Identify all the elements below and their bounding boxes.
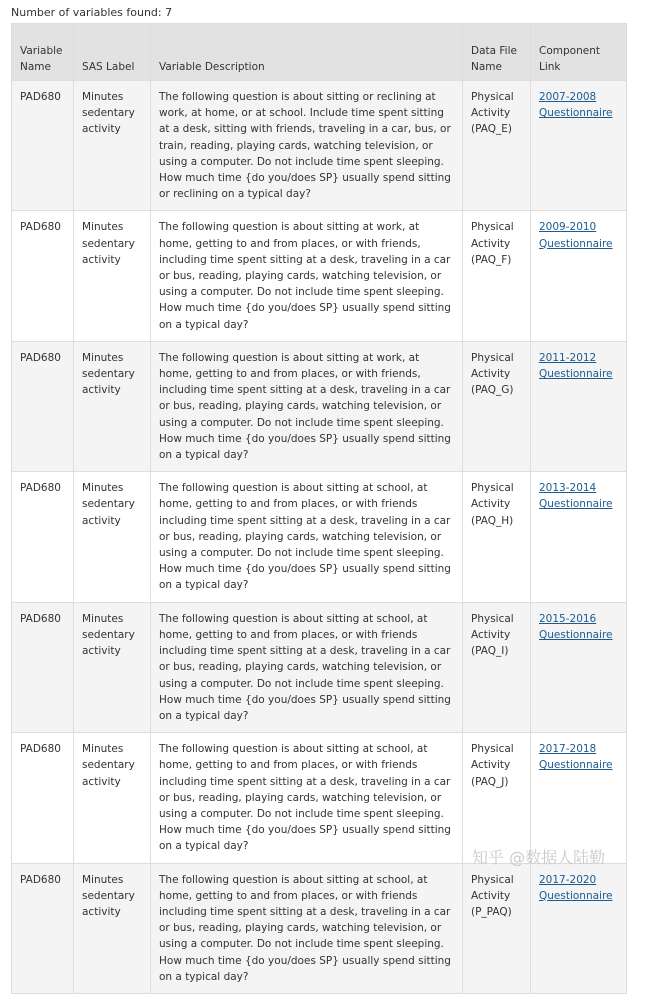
- component-link[interactable]: 2013-2014 Questionnaire: [539, 482, 613, 511]
- table-row: [12, 602, 627, 732]
- table-row: [12, 211, 627, 341]
- cell-variable-description: The following question is about sitting at work, at home, getting to and from places, or with friends, including time spent sitting at a desk, traveling in a car or bus, reading, playing cards, watching television, or using a computer. Do not include time spent sleeping. How much time {do you/does SP} usually spend sitting on a typical day?: [151, 211, 463, 341]
- cell-variable-name: PAD680: [12, 341, 74, 471]
- cell-variable-name: PAD680: [12, 211, 74, 341]
- results-count: Number of variables found: 7: [11, 6, 173, 19]
- cell-sas-label: Minutes sedentary activity: [74, 81, 151, 211]
- table-row: [12, 81, 627, 211]
- component-link[interactable]: 2015-2016 Questionnaire: [539, 612, 613, 641]
- cell-sas-label: Minutes sedentary activity: [74, 602, 151, 732]
- cell-variable-name: PAD680: [12, 863, 74, 993]
- header-sas-label: SAS Label: [74, 24, 151, 81]
- table-row: [12, 733, 627, 863]
- component-link[interactable]: 2009-2010 Questionnaire: [539, 221, 613, 250]
- cell-sas-label: Minutes sedentary activity: [74, 733, 151, 863]
- cell-component-link: [531, 733, 627, 863]
- header-data-file-name: Data File Name: [463, 24, 531, 81]
- cell-sas-label: Minutes sedentary activity: [74, 472, 151, 602]
- cell-variable-description: The following question is about sitting at school, at home, getting to and from places, or with friends including time spent sitting at a desk, traveling in a car or bus, reading, playing cards, watching television, or using a computer. Do not include time spent sleeping. How much time {do you/does SP} usually spend sitting on a typical day?: [151, 863, 463, 993]
- cell-variable-description: The following question is about sitting at school, at home, getting to and from places, or with friends including time spent sitting at a desk, traveling in a car or bus, reading, playing cards, watching television, or using a computer. Do not include time spent sleeping. How much time {do you/does SP} usually spend sitting on a typical day?: [151, 602, 463, 732]
- cell-variable-description: The following question is about sitting at school, at home, getting to and from places, or with friends including time spent sitting at a desk, traveling in a car or bus, reading, playing cards, watching television, or using a computer. Do not include time spent sleeping. How much time {do you/does SP} usually spend sitting on a typical day?: [151, 472, 463, 602]
- cell-data-file-name: Physical Activity (PAQ_F): [463, 211, 531, 341]
- component-link[interactable]: 2017-2020 Questionnaire: [539, 873, 613, 902]
- cell-data-file-name: Physical Activity (PAQ_J): [463, 733, 531, 863]
- cell-data-file-name: Physical Activity (PAQ_G): [463, 341, 531, 471]
- header-component-link: Component Link: [531, 24, 627, 81]
- cell-variable-name: PAD680: [12, 602, 74, 732]
- cell-data-file-name: Physical Activity (PAQ_I): [463, 602, 531, 732]
- cell-component-link: [531, 472, 627, 602]
- cell-variable-name: PAD680: [12, 81, 74, 211]
- header-variable-description: Variable Description: [151, 24, 463, 81]
- cell-data-file-name: Physical Activity (P_PAQ): [463, 863, 531, 993]
- cell-variable-description: The following question is about sitting or reclining at work, at home, or at school. Include time spent sitting at a desk, sitting with friends, traveling in a car, bus, or train, reading, playing cards, watching television, or using a computer. Do not include time spent sleeping. How much time {do you/does SP} usually spend sitting or reclining on a typical day?: [151, 81, 463, 211]
- watermark: 知乎 @数据人陆勤: [472, 848, 606, 867]
- cell-variable-description: The following question is about sitting at work, at home, getting to and from places, or with friends, including time spent sitting at a desk, traveling in a car or bus, reading, playing cards, watching television, or using a computer. Do not include time spent sleeping. How much time {do you/does SP} usually spend sitting on a typical day?: [151, 341, 463, 471]
- header-variable-name: Variable Name: [12, 24, 74, 81]
- table-row: [12, 341, 627, 471]
- table-row: [12, 472, 627, 602]
- cell-component-link: [531, 81, 627, 211]
- cell-data-file-name: Physical Activity (PAQ_H): [463, 472, 531, 602]
- component-link[interactable]: 2011-2012 Questionnaire: [539, 351, 613, 381]
- cell-variable-description: The following question is about sitting at school, at home, getting to and from places, or with friends including time spent sitting at a desk, traveling in a car or bus, reading, playing cards, watching television, or using a computer. Do not include time spent sleeping. How much time {do you/does SP} usually spend sitting on a typical day?: [151, 733, 463, 863]
- table-header-row: [12, 24, 627, 81]
- cell-component-link: [531, 211, 627, 341]
- component-link[interactable]: 2007-2008 Questionnaire: [539, 91, 613, 120]
- cell-variable-name: PAD680: [12, 733, 74, 863]
- cell-data-file-name: Physical Activity (PAQ_E): [463, 81, 531, 211]
- cell-component-link: [531, 341, 627, 471]
- cell-sas-label: Minutes sedentary activity: [74, 863, 151, 993]
- cell-sas-label: Minutes sedentary activity: [74, 341, 151, 471]
- cell-component-link: [531, 602, 627, 732]
- component-link[interactable]: 2017-2018 Questionnaire: [539, 743, 613, 772]
- cell-sas-label: Minutes sedentary activity: [74, 211, 151, 341]
- cell-variable-name: PAD680: [12, 472, 74, 602]
